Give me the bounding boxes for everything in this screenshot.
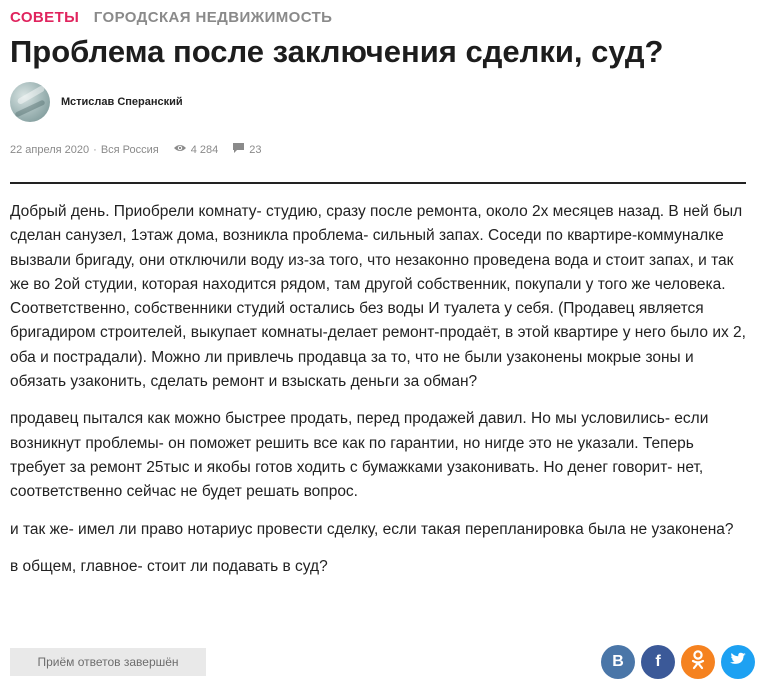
body-paragraph: в общем, главное- стоит ли подавать в суд? [10,557,328,575]
vk-icon: В [612,653,624,670]
eye-icon [173,143,191,156]
views-stat [173,143,219,156]
body-paragraph: Добрый день. Приобрели комнату- студию, сразу после ремонта, около 2х месяцев назад. В ней был сделан санузел, 1этаж дома, возникла проблема- сильный запах. Соседи по квартире-коммуналке вызвали бригаду, они отключили воду из-за того, что незаконно проведена вода и стоит запах, и так же во 2ой студии, которая находится рядом, там другой собственник, покупали у того же человека. Соответственно, собственники студий остались без воды И туалета у себя. (Продавец является бригадиром строителей, выкупает комнаты-делает ремонт-продаёт, в этой квартире у него было их 2, оба и пострадали). Можно ли привлечь продавца за то, что не были узаконены мокрые зоны и обязать узаконить, сделать ремонт и взыскать деньги за обман? [10,203,746,391]
publish-date: 22 апреля 2020 [10,143,90,156]
share-twitter-button[interactable] [721,645,755,679]
views-count: 4 284 [190,143,219,156]
avatar[interactable] [10,82,50,122]
comment-icon [232,142,249,157]
breadcrumb-item-advice[interactable]: СОВЕТЫ [10,9,80,26]
breadcrumb-item-city-realty[interactable]: ГОРОДСКАЯ НЕДВИЖИМОСТЬ [93,9,333,26]
author-block[interactable] [10,82,183,122]
share-vk-button[interactable] [601,645,635,679]
answers-closed-button: Приём ответов завершён [10,648,206,676]
region-label: Вся Россия [100,143,159,156]
share-buttons [595,645,755,679]
comments-count: 23 [249,143,262,156]
question-body [10,200,746,592]
facebook-icon: f [655,653,661,670]
header-divider [10,182,746,184]
body-paragraph: и так же- имел ли право нотариус провести сделку, если такая перепланировка была не узаконена? [10,520,734,538]
body-paragraph: продавец пытался как можно быстрее продать, перед продажей давил. Но мы условились- если возникнут проблемы- он поможет решить все как по гарантии, но нигде это не указали. Теперь требует за ремонт 25тыс и якобы готов ходить с бумажками узаконивать. Но денег говорит- нет, соответственно сейчас не будет решать вопрос. [10,410,709,501]
odnoklassniki-icon [691,650,705,675]
twitter-icon [729,652,747,672]
question-meta [10,142,262,157]
page-title: Проблема после заключения сделки, суд? [10,34,664,69]
author-name[interactable]: Мстислав Сперанский [61,96,183,108]
breadcrumb [10,9,332,26]
comments-stat[interactable] [232,142,261,157]
meta-separator: · [93,143,97,156]
share-odnoklassniki-button[interactable] [681,645,715,679]
share-facebook-button[interactable] [641,645,675,679]
